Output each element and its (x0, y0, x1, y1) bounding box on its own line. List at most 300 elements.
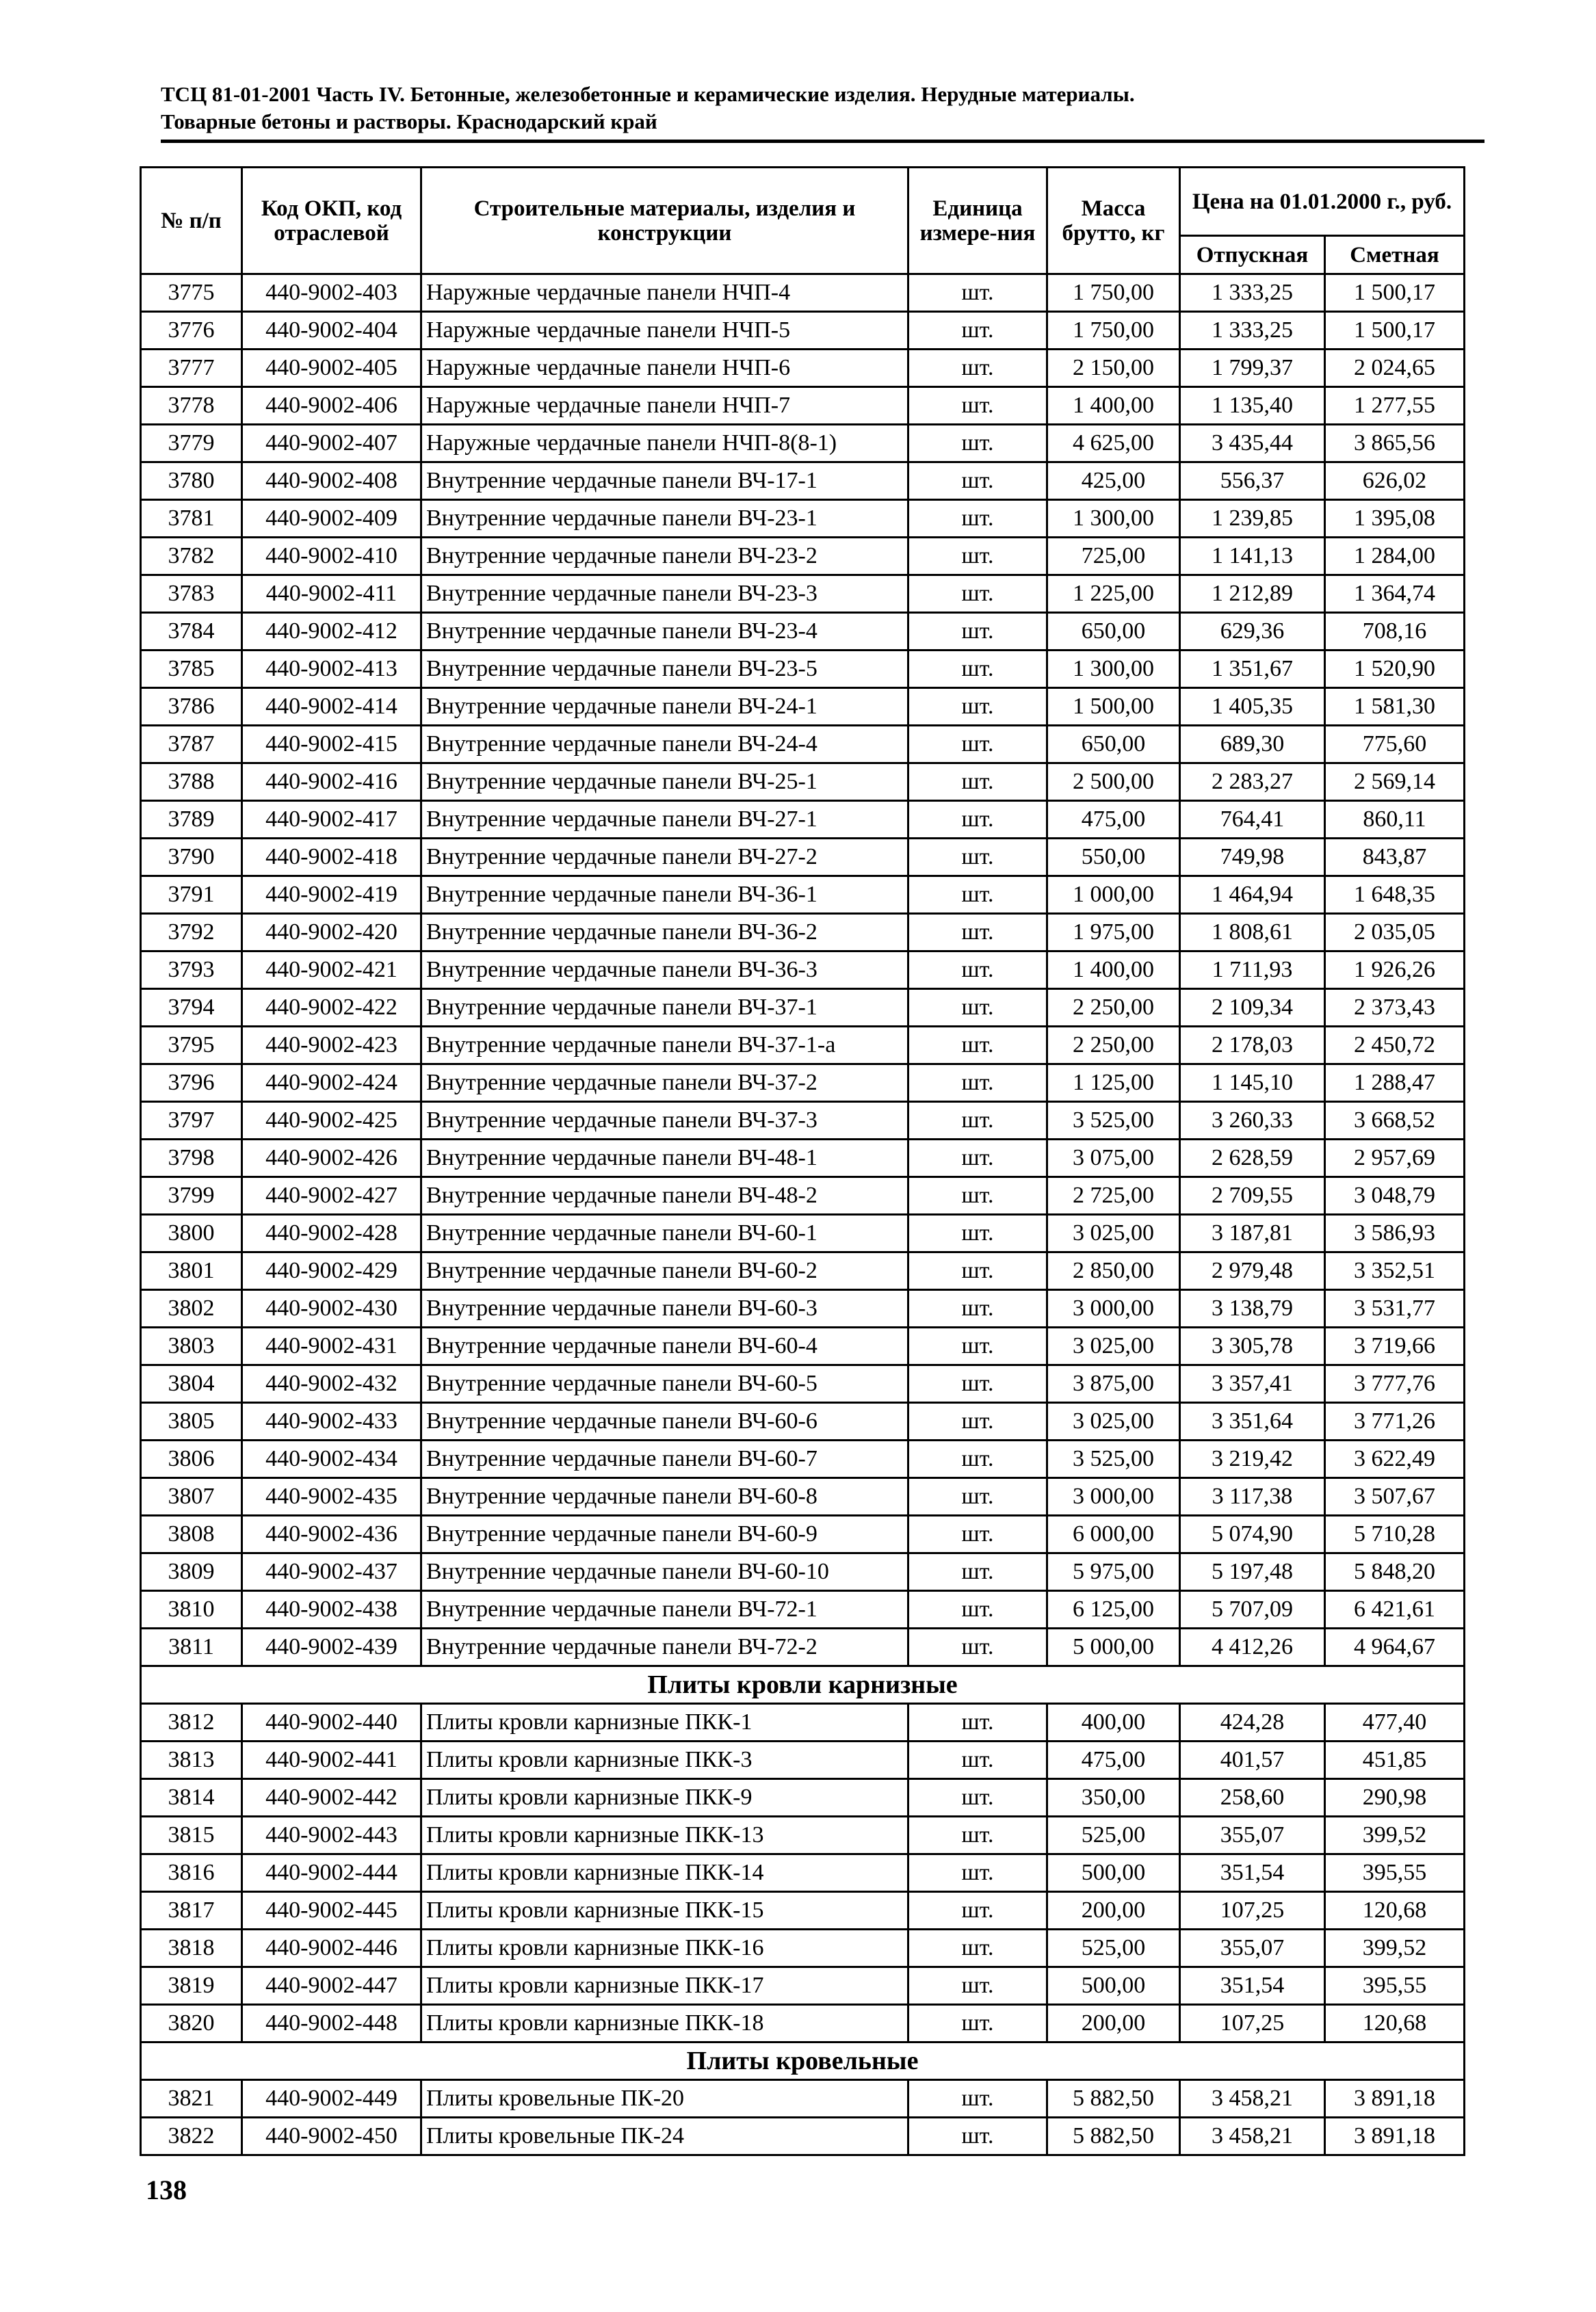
material-name-cell: Внутренние чердачные панели ВЧ-23-1 (421, 500, 908, 538)
row-number-cell: 3782 (141, 538, 242, 575)
material-name-cell: Внутренние чердачные панели ВЧ-60-2 (421, 1252, 908, 1290)
material-name-cell: Плиты кровли карнизные ПКК-13 (421, 1817, 908, 1854)
mass-cell: 3 875,00 (1047, 1365, 1180, 1403)
material-name-cell: Внутренние чердачные панели ВЧ-17-1 (421, 462, 908, 500)
unit-cell: шт. (908, 1177, 1047, 1215)
release-price-cell: 1 351,67 (1180, 651, 1325, 688)
material-name-cell: Наружные чердачные панели НЧП-7 (421, 387, 908, 425)
estimate-price-cell: 626,02 (1325, 462, 1465, 500)
estimate-price-cell: 1 500,17 (1325, 274, 1465, 312)
mass-cell: 3 025,00 (1047, 1403, 1180, 1441)
material-name-cell: Внутренние чердачные панели ВЧ-37-3 (421, 1102, 908, 1140)
table-row (141, 1854, 1465, 1892)
mass-cell: 525,00 (1047, 1930, 1180, 1967)
release-price-cell: 5 197,48 (1180, 1553, 1325, 1591)
table-row (141, 914, 1465, 951)
mass-cell: 2 250,00 (1047, 989, 1180, 1027)
row-number-cell: 3810 (141, 1591, 242, 1629)
mass-cell: 6 000,00 (1047, 1516, 1180, 1553)
mass-cell: 5 882,50 (1047, 2080, 1180, 2118)
material-name-cell: Внутренние чердачные панели ВЧ-60-5 (421, 1365, 908, 1403)
release-price-cell: 689,30 (1180, 726, 1325, 763)
unit-cell: шт. (908, 538, 1047, 575)
okp-code-cell: 440-9002-441 (242, 1742, 421, 1779)
row-number-cell: 3821 (141, 2080, 242, 2118)
unit-cell: шт. (908, 726, 1047, 763)
table-row (141, 688, 1465, 726)
unit-cell: шт. (908, 914, 1047, 951)
release-price-cell: 1 333,25 (1180, 274, 1325, 312)
mass-cell: 5 882,50 (1047, 2118, 1180, 2155)
table-row (141, 1516, 1465, 1553)
mass-cell: 500,00 (1047, 1967, 1180, 2005)
okp-code-cell: 440-9002-430 (242, 1290, 421, 1328)
release-price-cell: 2 628,59 (1180, 1140, 1325, 1177)
row-number-cell: 3805 (141, 1403, 242, 1441)
okp-code-cell: 440-9002-417 (242, 801, 421, 839)
table-row (141, 1177, 1465, 1215)
okp-code-cell: 440-9002-435 (242, 1478, 421, 1516)
mass-cell: 2 150,00 (1047, 350, 1180, 387)
table-row (141, 1817, 1465, 1854)
table-row (141, 1064, 1465, 1102)
okp-code-cell: 440-9002-449 (242, 2080, 421, 2118)
okp-code-cell: 440-9002-426 (242, 1140, 421, 1177)
table-row (141, 387, 1465, 425)
release-price-cell: 2 283,27 (1180, 763, 1325, 801)
release-price-cell: 1 145,10 (1180, 1064, 1325, 1102)
table-row (141, 1930, 1465, 1967)
release-price-cell: 3 351,64 (1180, 1403, 1325, 1441)
release-price-cell: 1 464,94 (1180, 876, 1325, 914)
unit-cell: шт. (908, 1252, 1047, 1290)
estimate-price-cell: 477,40 (1325, 1704, 1465, 1742)
release-price-cell: 1 799,37 (1180, 350, 1325, 387)
release-price-cell: 1 711,93 (1180, 951, 1325, 989)
material-name-cell: Внутренние чердачные панели ВЧ-37-2 (421, 1064, 908, 1102)
release-price-cell: 2 178,03 (1180, 1027, 1325, 1064)
row-number-cell: 3792 (141, 914, 242, 951)
table-row (141, 1553, 1465, 1591)
material-name-cell: Внутренние чердачные панели ВЧ-60-6 (421, 1403, 908, 1441)
estimate-price-cell: 5 710,28 (1325, 1516, 1465, 1553)
material-name-cell: Внутренние чердачные панели ВЧ-60-3 (421, 1290, 908, 1328)
unit-cell: шт. (908, 1591, 1047, 1629)
row-number-cell: 3779 (141, 425, 242, 462)
unit-cell: шт. (908, 312, 1047, 350)
okp-code-cell: 440-9002-410 (242, 538, 421, 575)
unit-cell: шт. (908, 1328, 1047, 1365)
estimate-price-cell: 4 964,67 (1325, 1629, 1465, 1666)
table-row (141, 1967, 1465, 2005)
unit-cell: шт. (908, 350, 1047, 387)
release-price-cell: 3 357,41 (1180, 1365, 1325, 1403)
row-number-cell: 3775 (141, 274, 242, 312)
material-name-cell: Плиты кровли карнизные ПКК-1 (421, 1704, 908, 1742)
page-number: 138 (146, 2175, 187, 2205)
estimate-price-cell: 1 277,55 (1325, 387, 1465, 425)
section-row (141, 2042, 1465, 2080)
table-row (141, 2118, 1465, 2155)
estimate-price-cell: 3 622,49 (1325, 1441, 1465, 1478)
table-row (141, 538, 1465, 575)
material-name-cell: Плиты кровли карнизные ПКК-3 (421, 1742, 908, 1779)
release-price-cell: 258,60 (1180, 1779, 1325, 1817)
table-row (141, 1441, 1465, 1478)
release-price-cell: 556,37 (1180, 462, 1325, 500)
okp-code-cell: 440-9002-446 (242, 1930, 421, 1967)
material-name-cell: Внутренние чердачные панели ВЧ-23-3 (421, 575, 908, 613)
material-name-cell: Внутренние чердачные панели ВЧ-36-1 (421, 876, 908, 914)
table-row (141, 1704, 1465, 1742)
okp-code-cell: 440-9002-442 (242, 1779, 421, 1817)
table-row (141, 1742, 1465, 1779)
table-row (141, 726, 1465, 763)
estimate-price-cell: 3 668,52 (1325, 1102, 1465, 1140)
estimate-price-cell: 1 284,00 (1325, 538, 1465, 575)
unit-cell: шт. (908, 1930, 1047, 1967)
estimate-price-cell: 1 520,90 (1325, 651, 1465, 688)
material-name-cell: Плиты кровельные ПК-20 (421, 2080, 908, 2118)
row-number-cell: 3806 (141, 1441, 242, 1478)
table-row (141, 1102, 1465, 1140)
row-number-cell: 3801 (141, 1252, 242, 1290)
header-line-2: Товарные бетоны и растворы. Краснодарский край (161, 109, 657, 133)
estimate-price-cell: 1 648,35 (1325, 876, 1465, 914)
estimate-price-cell: 3 891,18 (1325, 2080, 1465, 2118)
col-header-num: № п/п (141, 168, 242, 274)
material-name-cell: Внутренние чердачные панели ВЧ-60-7 (421, 1441, 908, 1478)
estimate-price-cell: 2 373,43 (1325, 989, 1465, 1027)
col-header-mass: Масса брутто, кг (1047, 168, 1180, 274)
unit-cell: шт. (908, 1854, 1047, 1892)
okp-code-cell: 440-9002-425 (242, 1102, 421, 1140)
col-header-name: Строительные материалы, изделия и конструкции (421, 168, 908, 274)
table-row (141, 1629, 1465, 1666)
table-row (141, 1779, 1465, 1817)
estimate-price-cell: 2 569,14 (1325, 763, 1465, 801)
release-price-cell: 107,25 (1180, 2005, 1325, 2042)
estimate-price-cell: 3 771,26 (1325, 1403, 1465, 1441)
mass-cell: 2 500,00 (1047, 763, 1180, 801)
table-row (141, 763, 1465, 801)
unit-cell: шт. (908, 1817, 1047, 1854)
okp-code-cell: 440-9002-412 (242, 613, 421, 651)
estimate-price-cell: 1 581,30 (1325, 688, 1465, 726)
row-number-cell: 3798 (141, 1140, 242, 1177)
row-number-cell: 3813 (141, 1742, 242, 1779)
row-number-cell: 3785 (141, 651, 242, 688)
row-number-cell: 3802 (141, 1290, 242, 1328)
unit-cell: шт. (908, 1892, 1047, 1930)
mass-cell: 3 025,00 (1047, 1328, 1180, 1365)
unit-cell: шт. (908, 1064, 1047, 1102)
mass-cell: 425,00 (1047, 462, 1180, 500)
mass-cell: 475,00 (1047, 801, 1180, 839)
okp-code-cell: 440-9002-445 (242, 1892, 421, 1930)
okp-code-cell: 440-9002-418 (242, 839, 421, 876)
material-name-cell: Плиты кровли карнизные ПКК-14 (421, 1854, 908, 1892)
release-price-cell: 3 458,21 (1180, 2118, 1325, 2155)
row-number-cell: 3797 (141, 1102, 242, 1140)
okp-code-cell: 440-9002-419 (242, 876, 421, 914)
table-row (141, 575, 1465, 613)
row-number-cell: 3778 (141, 387, 242, 425)
unit-cell: шт. (908, 462, 1047, 500)
estimate-price-cell: 2 035,05 (1325, 914, 1465, 951)
unit-cell: шт. (908, 2080, 1047, 2118)
mass-cell: 1 975,00 (1047, 914, 1180, 951)
row-number-cell: 3799 (141, 1177, 242, 1215)
mass-cell: 1 400,00 (1047, 951, 1180, 989)
mass-cell: 2 850,00 (1047, 1252, 1180, 1290)
okp-code-cell: 440-9002-411 (242, 575, 421, 613)
estimate-price-cell: 3 891,18 (1325, 2118, 1465, 2155)
unit-cell: шт. (908, 2005, 1047, 2042)
unit-cell: шт. (908, 575, 1047, 613)
okp-code-cell: 440-9002-413 (242, 651, 421, 688)
table-row (141, 462, 1465, 500)
table-row (141, 274, 1465, 312)
okp-code-cell: 440-9002-438 (242, 1591, 421, 1629)
unit-cell: шт. (908, 1441, 1047, 1478)
unit-cell: шт. (908, 1140, 1047, 1177)
section-title: Плиты кровельные (141, 2042, 1465, 2080)
estimate-price-cell: 3 507,67 (1325, 1478, 1465, 1516)
table-row (141, 350, 1465, 387)
unit-cell: шт. (908, 688, 1047, 726)
unit-cell: шт. (908, 1779, 1047, 1817)
estimate-price-cell: 399,52 (1325, 1817, 1465, 1854)
row-number-cell: 3818 (141, 1930, 242, 1967)
release-price-cell: 1 212,89 (1180, 575, 1325, 613)
material-name-cell: Внутренние чердачные панели ВЧ-37-1-а (421, 1027, 908, 1064)
mass-cell: 200,00 (1047, 1892, 1180, 1930)
mass-cell: 3 525,00 (1047, 1441, 1180, 1478)
row-number-cell: 3796 (141, 1064, 242, 1102)
row-number-cell: 3784 (141, 613, 242, 651)
release-price-cell: 2 709,55 (1180, 1177, 1325, 1215)
okp-code-cell: 440-9002-406 (242, 387, 421, 425)
header-line-1: ТСЦ 81-01-2001 Часть IV. Бетонные, железобетонные и керамические изделия. Нерудные материалы. (161, 82, 1135, 106)
unit-cell: шт. (908, 1553, 1047, 1591)
table-row (141, 2005, 1465, 2042)
okp-code-cell: 440-9002-427 (242, 1177, 421, 1215)
estimate-price-cell: 3 865,56 (1325, 425, 1465, 462)
okp-code-cell: 440-9002-409 (242, 500, 421, 538)
unit-cell: шт. (908, 1516, 1047, 1553)
release-price-cell: 629,36 (1180, 613, 1325, 651)
unit-cell: шт. (908, 1403, 1047, 1441)
material-name-cell: Внутренние чердачные панели ВЧ-23-4 (421, 613, 908, 651)
row-number-cell: 3790 (141, 839, 242, 876)
mass-cell: 1 750,00 (1047, 312, 1180, 350)
estimate-price-cell: 3 531,77 (1325, 1290, 1465, 1328)
row-number-cell: 3816 (141, 1854, 242, 1892)
release-price-cell: 2 979,48 (1180, 1252, 1325, 1290)
material-name-cell: Внутренние чердачные панели ВЧ-23-2 (421, 538, 908, 575)
estimate-price-cell: 120,68 (1325, 2005, 1465, 2042)
okp-code-cell: 440-9002-439 (242, 1629, 421, 1666)
material-name-cell: Внутренние чердачные панели ВЧ-48-2 (421, 1177, 908, 1215)
row-number-cell: 3787 (141, 726, 242, 763)
material-name-cell: Внутренние чердачные панели ВЧ-60-8 (421, 1478, 908, 1516)
table-body (141, 274, 1465, 2155)
mass-cell: 200,00 (1047, 2005, 1180, 2042)
estimate-price-cell: 3 352,51 (1325, 1252, 1465, 1290)
estimate-price-cell: 775,60 (1325, 726, 1465, 763)
okp-code-cell: 440-9002-422 (242, 989, 421, 1027)
okp-code-cell: 440-9002-440 (242, 1704, 421, 1742)
estimate-price-cell: 843,87 (1325, 839, 1465, 876)
unit-cell: шт. (908, 1290, 1047, 1328)
row-number-cell: 3812 (141, 1704, 242, 1742)
mass-cell: 4 625,00 (1047, 425, 1180, 462)
row-number-cell: 3791 (141, 876, 242, 914)
material-name-cell: Внутренние чердачные панели ВЧ-37-1 (421, 989, 908, 1027)
mass-cell: 650,00 (1047, 613, 1180, 651)
row-number-cell: 3781 (141, 500, 242, 538)
okp-code-cell: 440-9002-424 (242, 1064, 421, 1102)
table-row (141, 1215, 1465, 1252)
table-row (141, 1403, 1465, 1441)
table-row (141, 1252, 1465, 1290)
release-price-cell: 3 305,78 (1180, 1328, 1325, 1365)
okp-code-cell: 440-9002-405 (242, 350, 421, 387)
section-row (141, 1666, 1465, 1704)
row-number-cell: 3777 (141, 350, 242, 387)
okp-code-cell: 440-9002-436 (242, 1516, 421, 1553)
row-number-cell: 3809 (141, 1553, 242, 1591)
mass-cell: 3 025,00 (1047, 1215, 1180, 1252)
release-price-cell: 1 405,35 (1180, 688, 1325, 726)
material-name-cell: Внутренние чердачные панели ВЧ-23-5 (421, 651, 908, 688)
table-row (141, 989, 1465, 1027)
unit-cell: шт. (908, 951, 1047, 989)
release-price-cell: 3 117,38 (1180, 1478, 1325, 1516)
material-name-cell: Внутренние чердачные панели ВЧ-24-4 (421, 726, 908, 763)
estimate-price-cell: 5 848,20 (1325, 1553, 1465, 1591)
unit-cell: шт. (908, 1102, 1047, 1140)
okp-code-cell: 440-9002-416 (242, 763, 421, 801)
mass-cell: 6 125,00 (1047, 1591, 1180, 1629)
estimate-price-cell: 395,55 (1325, 1854, 1465, 1892)
mass-cell: 500,00 (1047, 1854, 1180, 1892)
row-number-cell: 3789 (141, 801, 242, 839)
unit-cell: шт. (908, 763, 1047, 801)
row-number-cell: 3783 (141, 575, 242, 613)
okp-code-cell: 440-9002-415 (242, 726, 421, 763)
header-rule (161, 140, 1484, 143)
section-title: Плиты кровли карнизные (141, 1666, 1465, 1704)
row-number-cell: 3803 (141, 1328, 242, 1365)
unit-cell: шт. (908, 1629, 1047, 1666)
unit-cell: шт. (908, 274, 1047, 312)
row-number-cell: 3793 (141, 951, 242, 989)
table-row (141, 839, 1465, 876)
material-name-cell: Внутренние чердачные панели ВЧ-60-10 (421, 1553, 908, 1591)
row-number-cell: 3815 (141, 1817, 242, 1854)
table-row (141, 312, 1465, 350)
mass-cell: 5 975,00 (1047, 1553, 1180, 1591)
material-name-cell: Плиты кровли карнизные ПКК-17 (421, 1967, 908, 2005)
page-header (161, 81, 1484, 135)
release-price-cell: 3 260,33 (1180, 1102, 1325, 1140)
estimate-price-cell: 1 926,26 (1325, 951, 1465, 989)
row-number-cell: 3794 (141, 989, 242, 1027)
estimate-price-cell: 860,11 (1325, 801, 1465, 839)
estimate-price-cell: 708,16 (1325, 613, 1465, 651)
release-price-cell: 401,57 (1180, 1742, 1325, 1779)
mass-cell: 400,00 (1047, 1704, 1180, 1742)
okp-code-cell: 440-9002-429 (242, 1252, 421, 1290)
table-row (141, 1591, 1465, 1629)
release-price-cell: 764,41 (1180, 801, 1325, 839)
okp-code-cell: 440-9002-407 (242, 425, 421, 462)
release-price-cell: 3 138,79 (1180, 1290, 1325, 1328)
table-row (141, 1140, 1465, 1177)
estimate-price-cell: 1 364,74 (1325, 575, 1465, 613)
material-name-cell: Плиты кровли карнизные ПКК-15 (421, 1892, 908, 1930)
okp-code-cell: 440-9002-434 (242, 1441, 421, 1478)
estimate-price-cell: 399,52 (1325, 1930, 1465, 1967)
release-price-cell: 5 707,09 (1180, 1591, 1325, 1629)
mass-cell: 3 000,00 (1047, 1290, 1180, 1328)
estimate-price-cell: 2 957,69 (1325, 1140, 1465, 1177)
release-price-cell: 1 808,61 (1180, 914, 1325, 951)
material-name-cell: Внутренние чердачные панели ВЧ-24-1 (421, 688, 908, 726)
row-number-cell: 3795 (141, 1027, 242, 1064)
price-table (140, 166, 1465, 2156)
okp-code-cell: 440-9002-433 (242, 1403, 421, 1441)
row-number-cell: 3811 (141, 1629, 242, 1666)
material-name-cell: Внутренние чердачные панели ВЧ-48-1 (421, 1140, 908, 1177)
material-name-cell: Наружные чердачные панели НЧП-8(8-1) (421, 425, 908, 462)
release-price-cell: 351,54 (1180, 1854, 1325, 1892)
unit-cell: шт. (908, 1027, 1047, 1064)
table-row (141, 1892, 1465, 1930)
unit-cell: шт. (908, 989, 1047, 1027)
material-name-cell: Внутренние чердачные панели ВЧ-36-2 (421, 914, 908, 951)
material-name-cell: Внутренние чердачные панели ВЧ-72-2 (421, 1629, 908, 1666)
mass-cell: 1 125,00 (1047, 1064, 1180, 1102)
release-price-cell: 1 135,40 (1180, 387, 1325, 425)
mass-cell: 3 000,00 (1047, 1478, 1180, 1516)
estimate-price-cell: 1 500,17 (1325, 312, 1465, 350)
row-number-cell: 3820 (141, 2005, 242, 2042)
col-header-unit: Единица измере-ния (908, 168, 1047, 274)
okp-code-cell: 440-9002-437 (242, 1553, 421, 1591)
estimate-price-cell: 395,55 (1325, 1967, 1465, 2005)
mass-cell: 475,00 (1047, 1742, 1180, 1779)
unit-cell: шт. (908, 1215, 1047, 1252)
estimate-price-cell: 1 395,08 (1325, 500, 1465, 538)
table-row (141, 500, 1465, 538)
material-name-cell: Плиты кровли карнизные ПКК-18 (421, 2005, 908, 2042)
estimate-price-cell: 2 024,65 (1325, 350, 1465, 387)
release-price-cell: 3 219,42 (1180, 1441, 1325, 1478)
release-price-cell: 1 333,25 (1180, 312, 1325, 350)
row-number-cell: 3822 (141, 2118, 242, 2155)
mass-cell: 1 750,00 (1047, 274, 1180, 312)
col-header-release: Отпускная (1180, 236, 1325, 274)
okp-code-cell: 440-9002-450 (242, 2118, 421, 2155)
release-price-cell: 3 435,44 (1180, 425, 1325, 462)
okp-code-cell: 440-9002-420 (242, 914, 421, 951)
estimate-price-cell: 3 048,79 (1325, 1177, 1465, 1215)
unit-cell: шт. (908, 387, 1047, 425)
material-name-cell: Плиты кровли карнизные ПКК-9 (421, 1779, 908, 1817)
